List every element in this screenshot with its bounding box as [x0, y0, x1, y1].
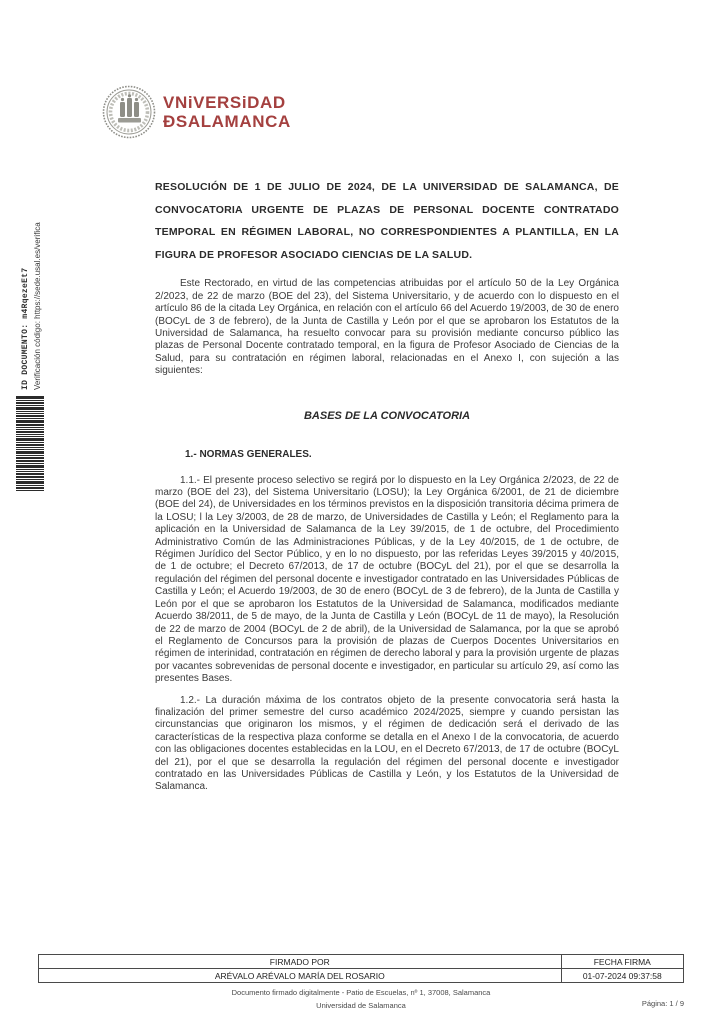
sign-date-header: FECHA FIRMA	[561, 955, 683, 969]
university-logo	[102, 85, 291, 139]
section-1-heading: 1.- NORMAS GENERALES.	[185, 448, 312, 460]
document-body	[155, 176, 619, 803]
verification-url-text: Verificación código: https://sede.usal.es/verifica	[33, 222, 42, 390]
footer-notes	[38, 987, 684, 1012]
intro-paragraph: Este Rectorado, en virtud de las competencias atribuidas por el artículo 50 de la Ley Orgánica 2/2023, de 22 de marzo (BOE del 23), del Sistema Universitario, y de acuerdo con lo dispuesto en el artículo 86 de la citada Ley Orgánica, en relación con el artículo 66 del Acuerdo 19/2003, de 30 de enero (BOCyL de 3 de febrero), de la Junta de Castilla y León por el que se aprobaron los Estatutos de la Universidad de Salamanca, ha resuelto convocar para su provisión mediante concurso público las plazas de Personal Docente contratado temporal, en la figura de Profesor Asociado de Ciencias de la Salud, para su contratación en régimen laboral, relacionadas en el Anexo I, con sujeción a las siguientes:	[155, 278, 619, 377]
university-wordmark	[163, 93, 291, 131]
university-seal-icon	[102, 85, 156, 139]
resolution-title: RESOLUCIÓN DE 1 DE JULIO DE 2024, DE LA UNIVERSIDAD DE SALAMANCA, DE CONVOCATORIA URGENTE DE PLAZAS DE PERSONAL DOCENTE CONTRATADO TEMPORAL EN RÉGIMEN LABORAL, NO CORRESPONDIENTES A PLANTILLA, EN LA FIGURA DE PROFESOR ASOCIADO CIENCIAS DE LA SALUD.	[155, 181, 619, 261]
verification-strip	[0, 0, 55, 520]
clause-1-2: 1.2.- La duración máxima de los contratos objeto de la presente convocatoria será hasta la finalización del primer semestre del curso académico 2024/2025, siempre y cuando persistan las circunstancias que originaron los mismos, y el régimen de dedicación será el derivado de las características de la respectiva plaza conforme se detalla en el Anexo I de la convocatoria, de acuerdo con las obligaciones docentes establecidas en la LOU, en el Decreto 67/2013, de 17 de octubre (BOCyL del 21), por el que se desarrolla la regulación del régimen del personal docente e investigador contratado en las Universidades Públicas de Castilla y León, y los Estatutos de la Universidad de Salamanca.	[155, 694, 619, 793]
signed-by-header: FIRMADO POR	[39, 955, 562, 969]
digital-signature-note: Documento firmado digitalmente - Patio de Escuelas, nº 1, 37008, Salamanca	[231, 988, 491, 997]
organization-name: Universidad de Salamanca	[316, 1000, 406, 1010]
document-id-text: ID DOCUMENTO: m4RqezeEt7	[21, 267, 30, 390]
clause-1-1: 1.1.- El presente proceso selectivo se regirá por lo dispuesto en la Ley Orgánica 2/2023, de 22 de marzo (BOE del 23), del Sistema Universitario (LOSU); la Ley Orgánica 6/2001, de 21 de diciembre (BOE del 24), de Universidades en los términos previstos en la disposición transitoria décima primera de la LOSU; l la Ley 3/2003, de 28 de marzo, de Universidades de Castilla y León; el Reglamento para la aplicación en la Universidad de Salamanca de la Ley 39/2015, de 1 de octubre, del Procedimiento Administrativo Común de las Administraciones Públicas, y de la Ley 40/2015, de 1 de octubre, de Régimen Jurídico del Sector Público, y en lo no dispuesto, por las referidas Leyes 39/2015 y 40/2015, de 1 de octubre; el Decreto 67/2013, de 17 de octubre (BOCyL del 21), por el que se desarrolla la regulación del régimen del personal docente e investigador contratado en las Universidades Públicas de Castilla y León; el Acuerdo 19/2003, de 30 de enero (BOCyL de 3 de febrero), de la Junta de Castilla y León por el que se aprobaron los Estatutos de la Universidad de Salamanca, modificados mediante Acuerdo 38/2011, de 5 de mayo, de la Junta de Castilla y León (BOCyL de 11 de mayo), la Resolución de 22 de marzo de 2004 (BOCyL de 2 de abril), de la Universidad de Salamanca, por la que se aprobó el Reglamento de Concursos para la provisión de plazas de Cuerpos Docentes Universitarios en régimen de interinidad, contratación en régimen de derecho laboral y para la provisión urgente de plazas por vacantes sobrevenidas de personal docente e investigador, en particular su artículo 29, así como las presentes Bases.	[155, 474, 619, 685]
signature-table	[38, 954, 684, 983]
table-row	[39, 969, 684, 983]
wordmark-line2: ĐSALAMANCA	[163, 112, 291, 131]
sign-date-value: 01-07-2024 09:37:58	[561, 969, 683, 983]
verification-rotated-text	[19, 158, 44, 390]
wordmark-line1: VNiVERSiDAD	[163, 93, 286, 112]
barcode	[16, 396, 44, 491]
table-row	[39, 955, 684, 969]
signed-by-value: ARÉVALO ARÉVALO MARÍA DEL ROSARIO	[39, 969, 562, 983]
page-number: Página: 1 / 9	[641, 999, 684, 1008]
bases-heading: BASES DE LA CONVOCATORIA	[303, 409, 471, 422]
